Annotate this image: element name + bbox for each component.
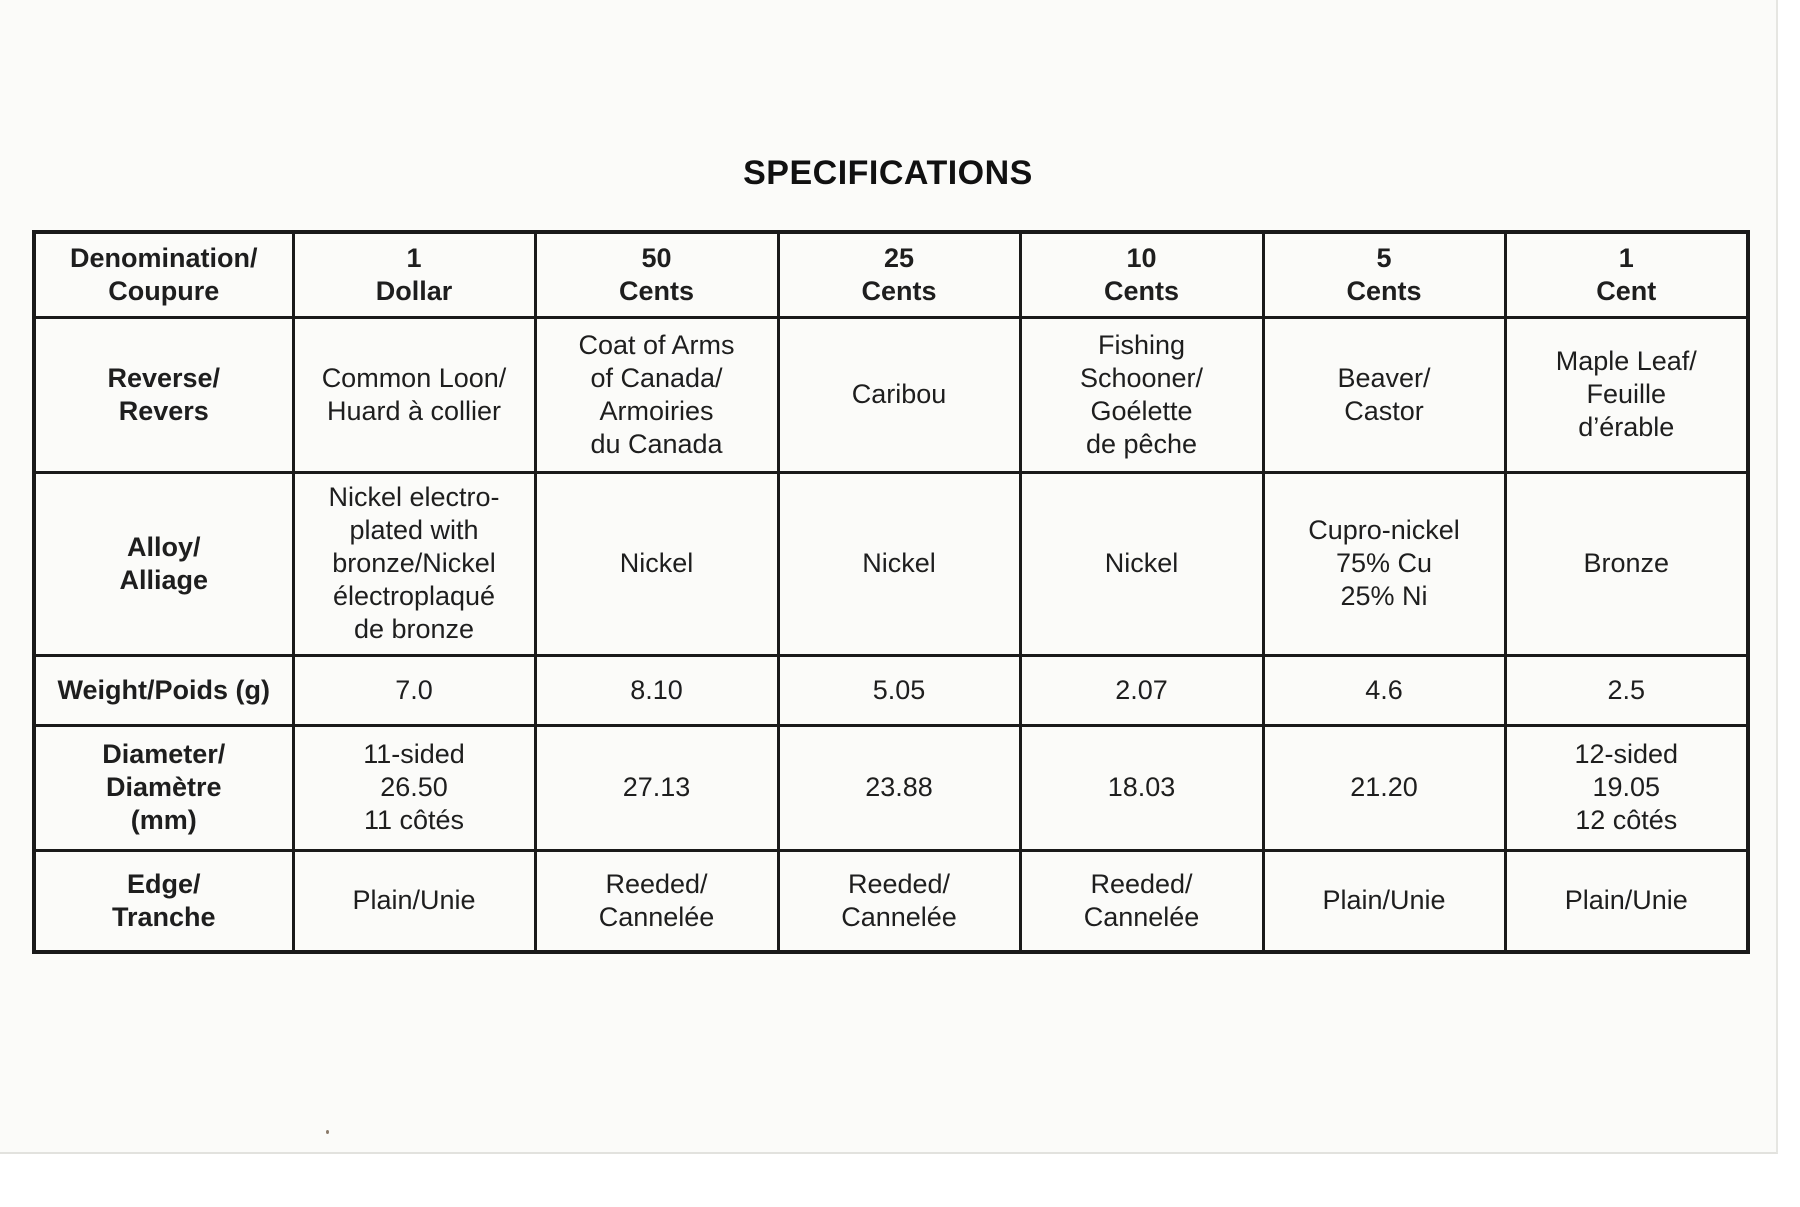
cell-line: 4.6 — [1365, 674, 1403, 705]
cell-line: Cupro-nickel — [1308, 515, 1460, 545]
cell-line: Goélette — [1090, 395, 1193, 426]
cell-line: Cents — [1103, 275, 1179, 306]
cell-line: (mm) — [130, 805, 197, 835]
cell-line: 1 — [406, 242, 422, 273]
diameter-cell — [293, 725, 535, 850]
cell-line: Feuille — [1586, 379, 1667, 409]
reverse-cell — [778, 317, 1020, 472]
weight-cell — [1263, 655, 1505, 725]
weight-cell — [778, 655, 1020, 725]
ink-speck — [326, 1130, 329, 1134]
cell-line: d’érable — [1578, 412, 1675, 442]
cell-line: Reeded/ — [847, 868, 951, 899]
cell-line: Cannelée — [841, 901, 957, 932]
cell-line: bronze/Nickel — [332, 548, 496, 578]
cell-line: 23.88 — [865, 772, 933, 802]
cell-line: of Canada/ — [590, 362, 723, 393]
diameter-cell — [778, 725, 1020, 850]
diameter-cell — [535, 725, 778, 850]
reverse-cell — [535, 317, 778, 472]
cell-line: Cent — [1596, 275, 1657, 306]
cell-line: Beaver/ — [1337, 362, 1431, 393]
cell-line: 19.05 — [1592, 772, 1661, 802]
cell-line: de bronze — [353, 614, 475, 644]
cell-line: Reeded/ — [605, 868, 708, 899]
cell-line: Reverse/ — [107, 362, 221, 393]
cell-line: Castor — [1344, 395, 1424, 426]
cell-line: Nickel — [619, 548, 694, 578]
cell-line: Cents — [861, 275, 937, 306]
alloy-cell — [1263, 472, 1505, 655]
alloy-cell — [293, 472, 535, 655]
cell-line: Alliage — [119, 564, 209, 595]
weight-cell — [1505, 655, 1748, 725]
cell-line: Plain/Unie — [1564, 885, 1688, 916]
alloy-label — [34, 472, 293, 655]
cell-line: Nickel electro- — [328, 482, 500, 512]
cell-line: Coat of Arms — [578, 329, 735, 360]
alloy-cell — [1020, 472, 1263, 655]
diameter-row — [34, 725, 1748, 850]
cell-line: Denomination/ — [70, 242, 258, 273]
cell-line: Diamètre — [105, 772, 222, 802]
cell-line: électroplaqué — [332, 581, 496, 611]
cell-line: 12-sided — [1574, 739, 1679, 769]
weight-cell — [1020, 655, 1263, 725]
weight-cell — [293, 655, 535, 725]
cell-line: 50 — [641, 242, 672, 273]
cell-line: 2.07 — [1115, 674, 1168, 705]
cell-line: 25% Ni — [1340, 581, 1428, 611]
page-title: SPECIFICATIONS — [743, 154, 1033, 192]
diameter-cell — [1263, 725, 1505, 850]
alloy-cell — [778, 472, 1020, 655]
cell-line: 21.20 — [1350, 772, 1418, 802]
cell-line: Huard à collier — [326, 395, 502, 426]
reverse-cell — [1263, 317, 1505, 472]
cell-line: 11-sided — [363, 739, 465, 769]
cell-line: Cents — [618, 275, 694, 306]
cell-line: Caribou — [851, 379, 947, 409]
reverse-cell — [1020, 317, 1263, 472]
denomination-cell — [1263, 232, 1505, 317]
cell-line: Alloy/ — [126, 531, 201, 562]
weight-row — [34, 655, 1748, 725]
cell-line: plated with — [349, 515, 479, 545]
cell-line: Nickel — [1104, 548, 1179, 578]
cell-line: Plain/Unie — [1322, 885, 1446, 916]
cell-line: Bronze — [1583, 548, 1670, 578]
denomination-label — [34, 232, 293, 317]
denomination-cell — [535, 232, 778, 317]
reverse-label — [34, 317, 293, 472]
edge-label — [34, 850, 293, 952]
cell-line: Armoiries — [599, 395, 714, 426]
cell-line: Reeded/ — [1090, 868, 1193, 899]
reverse-row — [34, 317, 1748, 472]
denomination-cell — [1505, 232, 1748, 317]
cell-line: 8.10 — [630, 674, 683, 705]
cell-line: 18.03 — [1107, 772, 1176, 802]
cell-line: 5.05 — [872, 674, 926, 705]
cell-line: 75% Cu — [1335, 548, 1433, 578]
edge-cell — [535, 850, 778, 952]
diameter-cell — [1020, 725, 1263, 850]
cell-line: 11 côtés — [363, 805, 465, 835]
alloy-row — [34, 472, 1748, 655]
edge-cell — [778, 850, 1020, 952]
edge-cell — [1020, 850, 1263, 952]
cell-line: Coupure — [108, 275, 220, 306]
diameter-label — [34, 725, 293, 850]
specifications-table — [32, 230, 1750, 954]
edge-row — [34, 850, 1748, 952]
reverse-cell — [1505, 317, 1748, 472]
cell-line: 5 — [1376, 242, 1392, 273]
edge-cell — [293, 850, 535, 952]
cell-line: Weight/Poids (g) — [57, 674, 270, 705]
cell-line: Dollar — [375, 275, 453, 306]
cell-line: Cannelée — [598, 901, 715, 932]
cell-line: Edge/ — [126, 868, 201, 899]
edge-cell — [1263, 850, 1505, 952]
cell-line: 10 — [1126, 242, 1157, 273]
cell-line: 26.50 — [380, 772, 448, 802]
cell-line: Common Loon/ — [321, 362, 507, 393]
cell-line: Diameter/ — [102, 739, 226, 769]
weight-cell — [535, 655, 778, 725]
cell-line: Tranche — [111, 901, 216, 932]
cell-line: du Canada — [590, 428, 723, 459]
cell-line: 12 côtés — [1575, 805, 1678, 835]
cell-line: 1 — [1618, 242, 1634, 273]
edge-cell — [1505, 850, 1748, 952]
diameter-cell — [1505, 725, 1748, 850]
cell-line: Plain/Unie — [352, 885, 476, 916]
table-body — [34, 232, 1748, 952]
cell-line: Revers — [118, 395, 209, 426]
cell-line: Cents — [1346, 275, 1422, 306]
reverse-cell — [293, 317, 535, 472]
denomination-cell — [1020, 232, 1263, 317]
cell-line: Nickel — [862, 548, 936, 578]
cell-line: 2.5 — [1607, 674, 1646, 705]
cell-line: 25 — [883, 242, 915, 273]
denomination-cell — [778, 232, 1020, 317]
denomination-cell — [293, 232, 535, 317]
cell-line: Fishing — [1097, 329, 1186, 360]
denomination-row — [34, 232, 1748, 317]
alloy-cell — [1505, 472, 1748, 655]
cell-line: Cannelée — [1083, 901, 1200, 932]
weight-label — [34, 655, 293, 725]
cell-line: Schooner/ — [1079, 362, 1204, 393]
cell-line: de pêche — [1085, 428, 1198, 459]
alloy-cell — [535, 472, 778, 655]
cell-line: 27.13 — [622, 772, 691, 802]
cell-line: 7.0 — [395, 674, 433, 705]
cell-line: Maple Leaf/ — [1555, 346, 1697, 376]
